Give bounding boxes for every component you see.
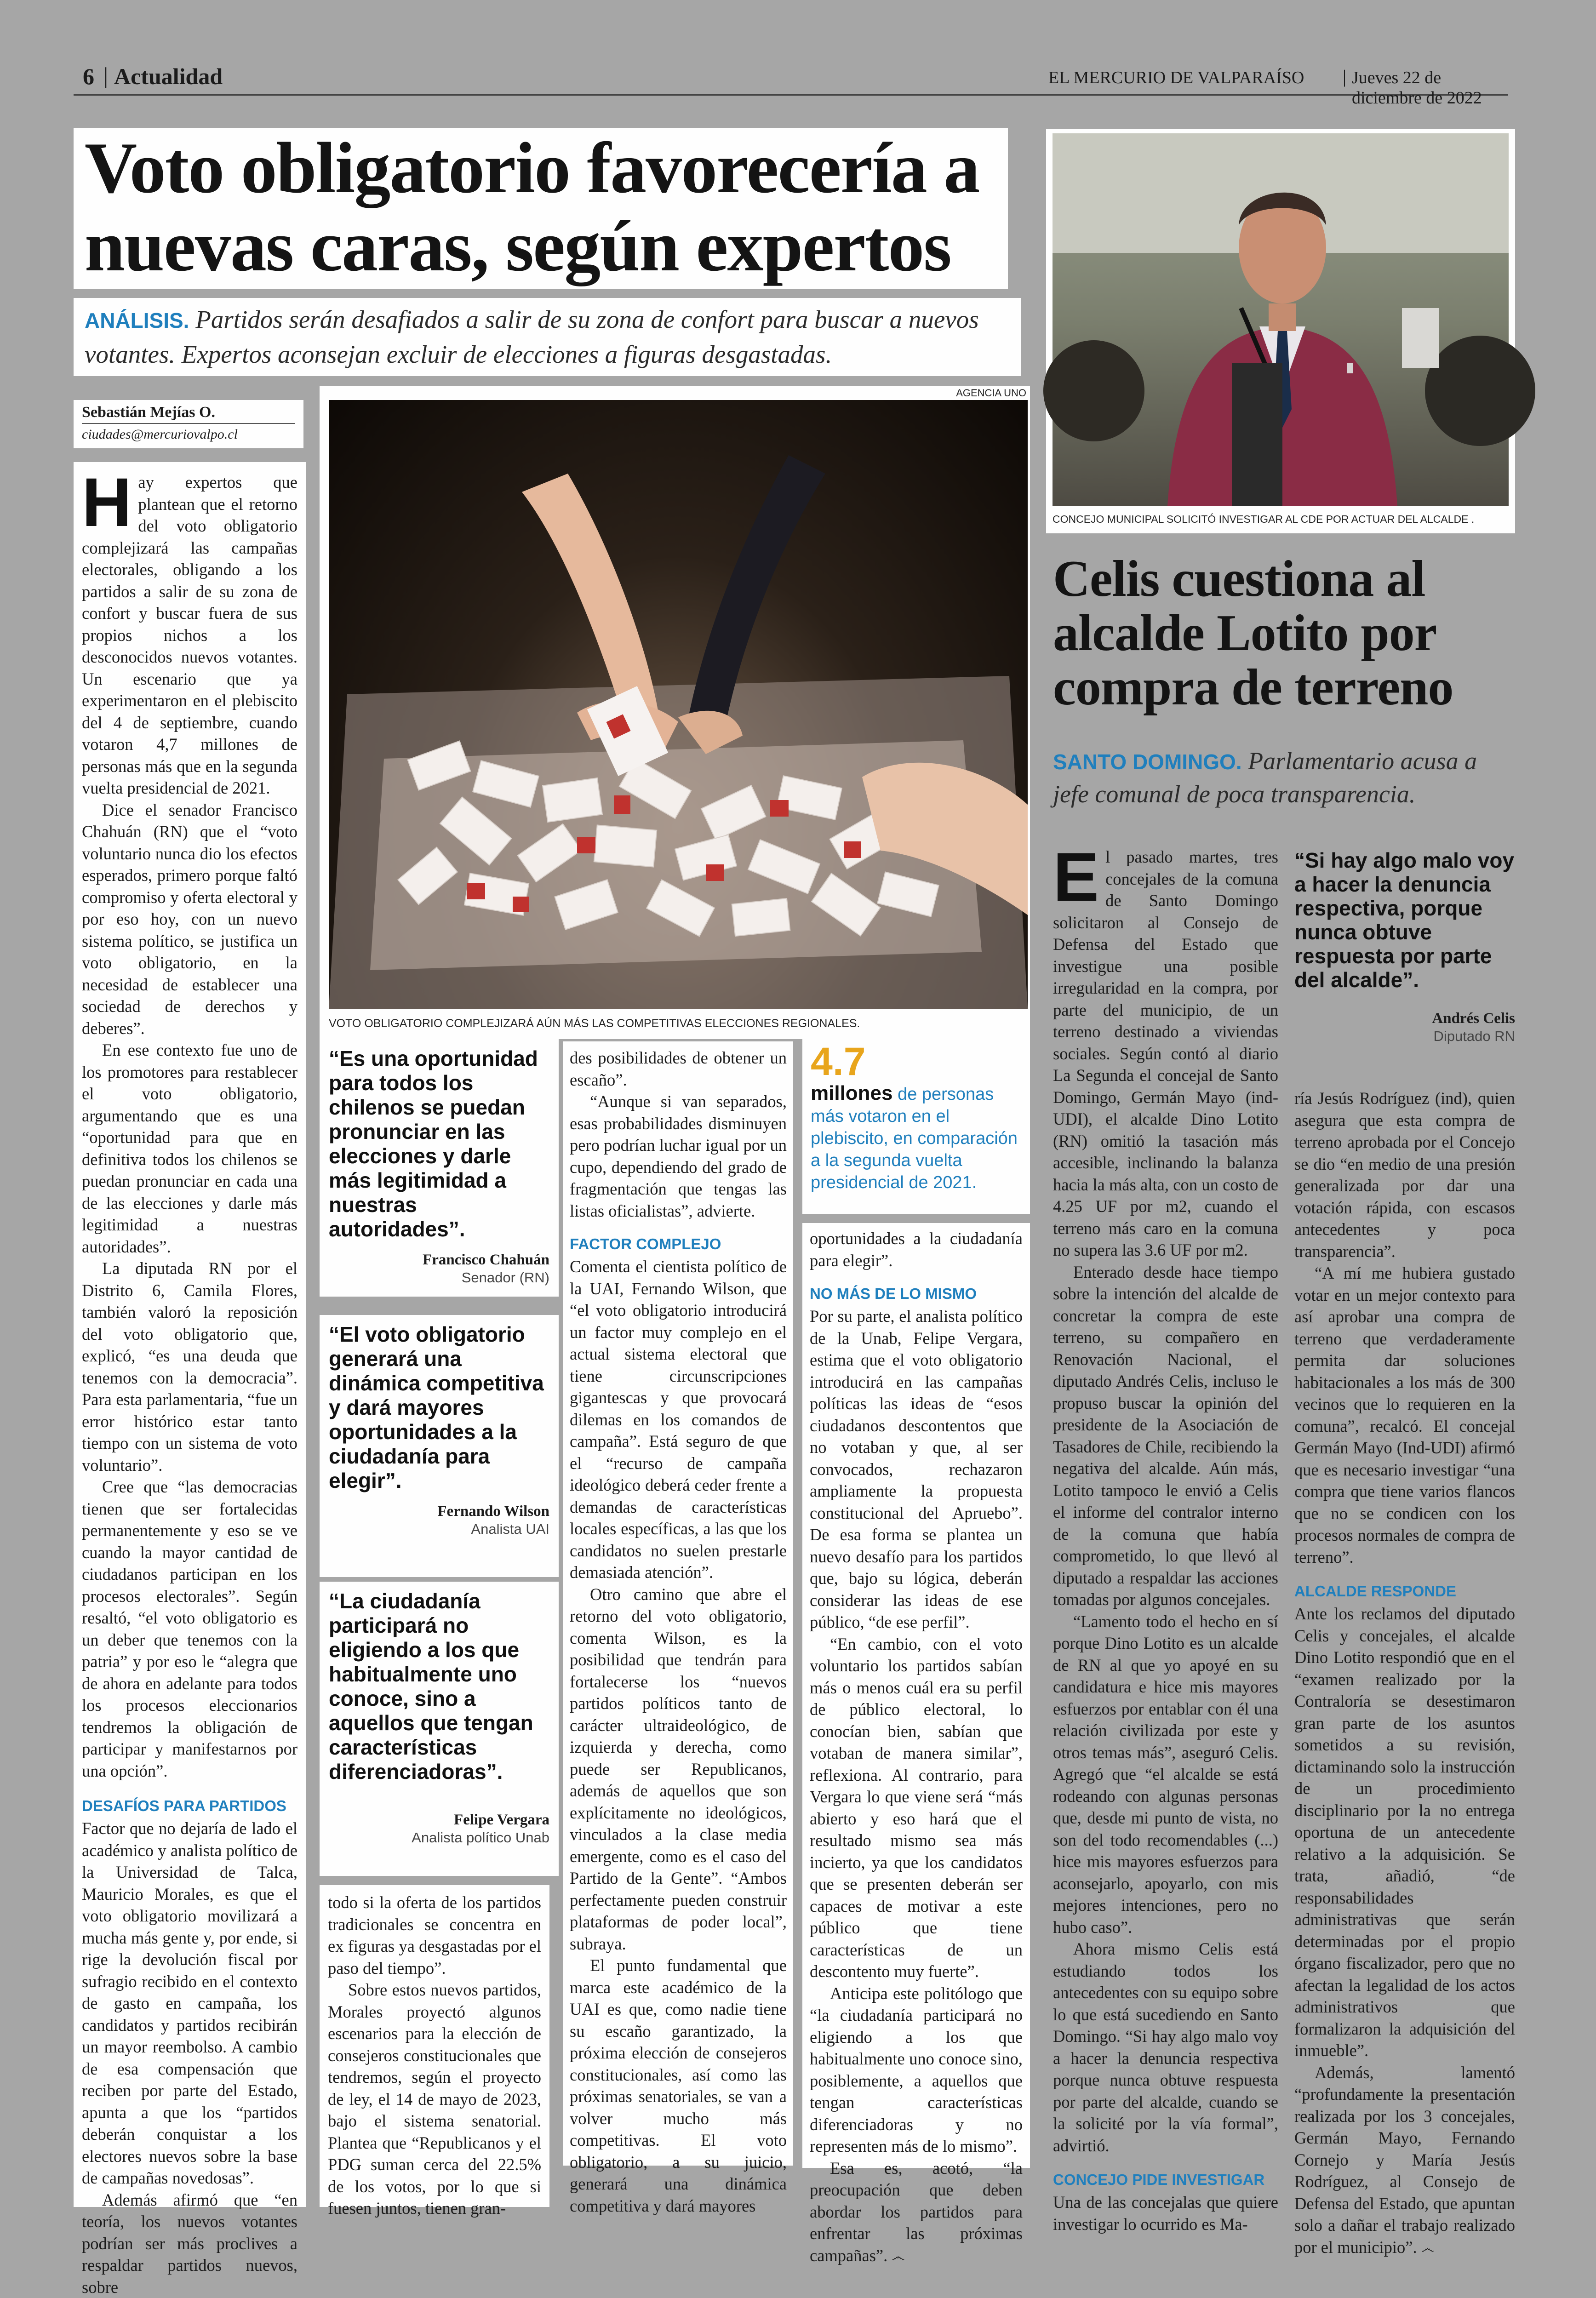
side-column-2 [1294,1087,1515,2177]
subheading-factor: FACTOR COMPLEJO [570,1234,787,1255]
ballot-box-photo [329,400,1028,1009]
body-paragraph: Comenta el cientista político de la UAI, Fernando Wilson, que “el voto obligatorio introducirá un factor muy complejo en el actual sistema electoral que tiene circunscripciones gigantescas y que provocará dilemas en los comandos de campaña”. Está seguro de que el “recurso de campaña ideológico deberá ceder frente a demandas de características locales específicas, a las que los candidatos no suelen prestarle demasiada atención”. [570,1256,787,1583]
body-paragraph: Enterado desde hace tiempo sobre la intención del alcalde de concretar la compra de este terreno, su compañero en Renovación Nacional, el diputado Andrés Celis, incluso le propuso buscar la opinión del presidente de la Asociación de Tasadores de Chile, recibiendo la negativa del alcalde. Aún más, Lotito tampoco le envió a Celis el informe del contralor interno de la comuna que había comprometido, lo que llevó al diputado a respaldar las acciones tomadas por algunos concejales. [1053,1261,1278,1611]
quote-author-role: Senador (RN) [329,1269,549,1286]
header-separator: | [103,62,108,89]
body-paragraph: Sobre estos nuevos partidos, Morales proyectó algunos escenarios para la elección de consejeros constitucionales que tendremos, según el proyecto de ley, el 14 de mayo de 2023, bajo el sistema senatorial. Plantea que “Republicanos y el PDG suman cerca del 22.5% de los votos, por lo que si fuesen juntos, tienen gran- [328,1979,541,2219]
quote-author: Francisco Chahuán [329,1252,549,1269]
body-paragraph: “En cambio, con el voto voluntario los partidos sabían más o menos cuál era su perfil de público electoral, lo conocían bien, sabían que votaban de manera similar”, reflexiona. Al contrario, para Vergara lo que viene será “más abierto y eso hará que el resultado mismo sea más incierto, ya que los candidatos que se presenten deberán ser capaces de motivar a este público que tiene características de un descontento muy fuerte”. [810,1633,1023,1983]
body-paragraph: En ese contexto fue uno de los promotores para restablecer el voto obligatorio, argumentando que es una “oportunidad para que en definitiva todos los chilenos se puedan pronunciar en cada una de las elecciones y darle más legitimidad a nuestras autoridades”. [82,1039,297,1258]
publication-name: EL MERCURIO DE VALPARAÍSO [1048,68,1304,88]
quote-box-2 [320,1315,559,1577]
end-mark-icon: ෴ [1421,2241,1434,2257]
body-paragraph: El punto fundamental que marca este académico de la UAI es que, como nadie tiene su escaño garantizado, la próxima elección de consejeros constitucionales, así como las próximas senatoriales, se van a volver mucho más competitivas. El voto obligatorio, a su juicio, generará una dinámica competitiva y dará mayores [570,1955,787,2217]
main-photo-frame [320,386,1030,1039]
byline-email: ciudades@mercuriovalpo.cl [82,427,295,442]
side-deck-box [1053,745,1513,810]
side-headline-line2: alcalde Lotito por [1053,606,1513,660]
byline-box [74,400,303,448]
body-paragraph: l pasado martes, tres concejales de la comuna de Santo Domingo solicitaron al Consejo de Defensa del Estado que investigue una posible irregularidad en la compra, por parte del municipio, de un terreno destinado a viviendas sociales. Según contó al diario La Segunda el concejal de Santo Domingo, Germán Mayo (ind-UDI), el alcalde Dino Lotito (RN) omitió la tasación más accesible, inclinando la balanza hacia la más alta, con un costo de 4.25 UF por m2, cuando el terreno más caro en la comuna no supera las 3.6 UF por m2. [1053,846,1278,1261]
subheading-no-mas: NO MÁS DE LO MISMO [810,1283,1023,1304]
main-kicker: ANÁLISIS. [85,309,189,332]
body-paragraph: Ante los reclamos del diputado Celis y concejales, el alcalde Dino Lotito respondió que en el “examen realizado por la Contraloría se desestimaron gran parte de los asuntos sometidos a su revisión, dictaminando solo la instrucción de un procedimiento disciplinario por la no entrega oportuna de un antecedente relativo a la adquisición. Se trata, añadió, “de responsabilidades administrativas que serán determinadas por el propio órgano fiscalizador, pero que no afectan la legalidad de los actos administrativos que formalizaron la adquisición del inmueble”. [1294,1603,1515,2062]
page-number: 6 [83,63,94,90]
body-paragraph: ay expertos que plantean que el retorno del voto obligatorio complejizará las campañas electorales, obligando a los partidos a salir de su zona de confort y buscar fuera de sus propios nichos a los desconocidos nuevos votantes. Un escenario que ya experimentaron en el plebiscito del 4 de septiembre, cuando votaron 4,7 millones de personas más que en la segunda vuelta presidencial de 2021. [82,471,297,799]
side-headline-line3: compra de terreno [1053,660,1513,715]
column-3 [563,1041,793,2166]
body-paragraph: Ahora mismo Celis está estudiando todos los antecedentes con su equipo sobre lo que está sucediendo en Santo Domingo. “Si hay algo malo voy a hacer la denuncia respectiva porque nunca obtuve respuesta por parte del alcalde, cuando se la solicité por la vía formal”, advirtió. [1053,1938,1278,2156]
stat-number: 4.7 [811,1041,1022,1082]
subheading-concejo: CONCEJO PIDE INVESTIGAR [1053,2169,1278,2190]
mayor-speaking-photo [1053,133,1509,506]
photo-credit: AGENCIA UNO [956,387,1026,399]
body-paragraph: oportunidades a la ciudadanía para elegir”. [810,1228,1023,1271]
side-kicker: SANTO DOMINGO. [1053,750,1242,774]
column-1 [74,462,306,2207]
main-headline-line1: Voto obligatorio favorecería a [85,128,979,208]
side-deck: Parlamentario acusa a jefe comunal de poca transparencia. [1053,747,1477,808]
body-paragraph: “Lamento todo el hecho en sí porque Dino Lotito es un alcalde de RN al que yo apoyé en su candidatura e hice mis mayores esfuerzos por entablar con él una relación civilizada por este y otros temas más”, aseguró Celis. Agregó que “el alcalde se está rodeando con algunas personas que, desde mi punto de vista, no son del todo recomendables (...) hice mis mayores esfuerzos para aconsejarlo, apoyarlo, con mis mejores intenciones, pero no hubo caso”. [1053,1611,1278,1938]
side-photo-frame [1046,129,1515,533]
body-paragraph: Otro camino que abre el retorno del voto obligatorio, comenta Wilson, es la posibilidad que tendrán para fortalecerse los “nuevos partidos políticos tanto de carácter ultraideológico, de izquierda y derecha, como puede ser Republicanos, además de aquellos que son explícitamente no ideológicos, vinculados a la clase media emergente, como es el caso del Partido de la Gente”. “Ambos perfectamente pueden construir plataformas de poder local”, subraya. [570,1583,787,1955]
body-text: Esa es, acotó, “la preocupación que deben abordar los partidos para enfrentar las próximas campañas”. [810,2159,1023,2265]
side-quote-box [1294,848,1515,1045]
quote-author-role: Analista político Unab [329,1829,549,1846]
pull-quote-vergara: “La ciudadanía participará no eligiendo a los que habitualmente uno conoce, sino a aquellos que tengan características diferenciadoras”. [329,1589,549,1784]
body-paragraph [810,2157,1023,2268]
main-deck-box [74,298,1021,376]
body-paragraph: Dice el senador Francisco Chahuán (RN) que el “voto voluntario nunca dio los efectos esperados, primero porque faltó compromiso y oferta electoral y por eso hoy, con un nuevo sistema político, se justifica un voto obligatorio, en la necesidad de establecer una sociedad de derechos y deberes”. [82,799,297,1040]
quote-author-role: Diputado RN [1294,1028,1515,1045]
quote-author-role: Analista UAI [329,1521,549,1538]
side-headline-line1: Celis cuestiona al [1053,552,1513,606]
quote-author: Fernando Wilson [329,1503,549,1520]
side-headline [1053,552,1513,715]
body-paragraph: La diputada RN por el Distrito 6, Camila Flores, también valoró la reposición del voto obligatorio que, explicó, “es una deuda que tenemos con la democracia”. Para esta parlamentaria, “fue un error histórico estar tanto tiempo con un sistema de voto voluntario”. [82,1258,297,1476]
body-paragraph [1294,2062,1515,2260]
body-paragraph: Una de las concejalas que quiere investigar lo ocurrido es Ma- [1053,2191,1278,2235]
main-photo-caption: VOTO OBLIGATORIO COMPLEJIZARÁ AÚN MÁS LAS COMPETITIVAS ELECCIONES REGIONALES. [329,1017,860,1030]
ballot-box-illustration [329,400,1028,1009]
dropcap-e: E [1053,850,1099,904]
speaker-illustration [1053,133,1509,506]
pull-quote-chahuan: “Es una oportunidad para todos los chilenos se puedan pronunciar en las elecciones y darle más legitimidad a nuestras autoridades”. [329,1046,549,1241]
body-paragraph: Además afirmó que “en teoría, los nuevos votantes podrían ser más proclives a respaldar partidos nuevos, sobre [82,2189,297,2298]
quote-box-1 [320,1039,559,1297]
side-column-1 [1053,846,1278,2175]
body-paragraph: ría Jesús Rodríguez (ind), quien asegura que esta compra de terreno aprobada por el Concejo se dio “en medio de una presión generalizada por dar una votación rápida, con escasos antecedentes y poca transparencia”. [1294,1087,1515,1262]
subheading-alcalde: ALCALDE RESPONDE [1294,1581,1515,1602]
body-paragraph: “Aunque si van separados, esas probabilidades disminuyen pero podrían luchar igual por un cupo, dependiendo del grado de fragmentación que tengas las listas oficialistas”, advierte. [570,1091,787,1222]
body-paragraph: des posibilidades de obtener un escaño”. [570,1047,787,1091]
subheading-desafios: DESAFÍOS PARA PARTIDOS [82,1795,297,1817]
quote-author: Andrés Celis [1294,1010,1515,1027]
end-mark-icon: ෴ [892,2249,904,2265]
publication-date: Jueves 22 de diciembre de 2022 [1352,68,1508,108]
pull-quote-wilson: “El voto obligatorio generará una dinámica competitiva y dará mayores oportunidades a la ciudadanía para elegir”. [329,1322,549,1493]
byline-author: Sebastián Mejías O. [82,404,295,424]
dropcap-h: H [82,475,132,529]
header-separator-2: | [1343,66,1346,87]
body-paragraph: Factor que no dejaría de lado el académico y analista político de la Universidad de Talca, Mauricio Morales, es que el voto obligatorio movilizará a mucha más gente y, por ende, si rige la devolución fiscal por sufragio recibido en el contexto de gasto en campaña, los candidatos y partidos recibirán un mayor reembolso. A cambio de esa compensación que reciben por parte del Estado, apunta a que los “partidos deberán conquistar a los electores nuevos sobre la base de campañas novedosas”. [82,1818,297,2189]
main-deck: Partidos serán desafiados a salir de su zona de confort para buscar a nuevos votantes. Expertos aconsejan excluir de elecciones a figuras desgastadas. [85,305,979,368]
page-header [74,62,1508,96]
quote-author: Felipe Vergara [329,1812,549,1829]
body-paragraph: Por su parte, el analista político de la Unab, Felipe Vergara, estima que el voto obligatorio introducirá en las campañas políticas las ideas de “esos ciudadanos descontentos que no votaban y que, al ser convocados, rechazaron ampliamente la propuesta constitucional del Apruebo”. De esa forma se plantea un nuevo desafío para los partidos que, bajo su lógica, deberán considerar las ideas de ese público, “de ese perfil”. [810,1305,1023,1633]
body-paragraph: todo si la oferta de los partidos tradicionales se concentra en ex figuras ya desgastadas por el paso del tiempo”. [328,1892,541,1979]
pull-quote-celis: “Si hay algo malo voy a hacer la denuncia respectiva, porque nunca obtuve respuesta por parte del alcalde”. [1294,848,1515,992]
main-headline-line2: nuevas caras, según expertos [85,206,951,286]
section-name: Actualidad [114,63,223,90]
body-paragraph: Cree que “las democracias tienen que ser fortalecidas permanentemente y eso se ve cuando la mayor cantidad de ciudadanos participan en los procesos electorales”. Según resaltó, “el voto obligatorio es un deber que tenemos con la patria” y por eso le “alegra que de ahora en adelante para todos los procesos eleccionarios tendremos la obligación de participar y manifestarnos por una opción”. [82,1476,297,1782]
body-paragraph: Anticipa este politólogo que “la ciudadanía participará no eligiendo a los que habitualmente uno conoce sino, posiblemente, a aquellos que tengan características diferenciadoras y no representen más de lo mismo”. [810,1983,1023,2157]
body-paragraph: “A mí me hubiera gustado votar en un mejor contexto para así aprobar una compra de terreno que verdaderamente permita dar soluciones habitacionales a los más de 300 vecinos que lo requieren en la comuna”, recalcó. El concejal Germán Mayo (Ind-UDI) afirmó que es necesario investigar “una compra que tiene varios flancos que no se condicen con los procesos normales de compra de terreno”. [1294,1262,1515,1568]
body-text: Además, lamentó “profundamente la presentación realizada por los 3 concejales, Germán Mayo, Fernando Cornejo y María Jesús Rodríguez, al Consejo de Defensa del Estado, que apuntan solo a dañar el trabajo realizado por el municipio”. [1294,2063,1515,2257]
column-2-bottom [320,1885,549,2207]
stat-unit: millones [811,1082,893,1104]
side-photo-caption: CONCEJO MUNICIPAL SOLICITÓ INVESTIGAR AL CDE POR ACTUAR DEL ALCALDE . [1053,513,1474,526]
quote-box-3 [320,1582,559,1876]
main-headline-box [74,128,1008,289]
stat-description: de personas más votaron en el plebiscito, en comparación a la segunda vuelta presidencial de 2021. [811,1085,1018,1192]
column-4 [802,1223,1030,2168]
stat-box [802,1039,1030,1214]
